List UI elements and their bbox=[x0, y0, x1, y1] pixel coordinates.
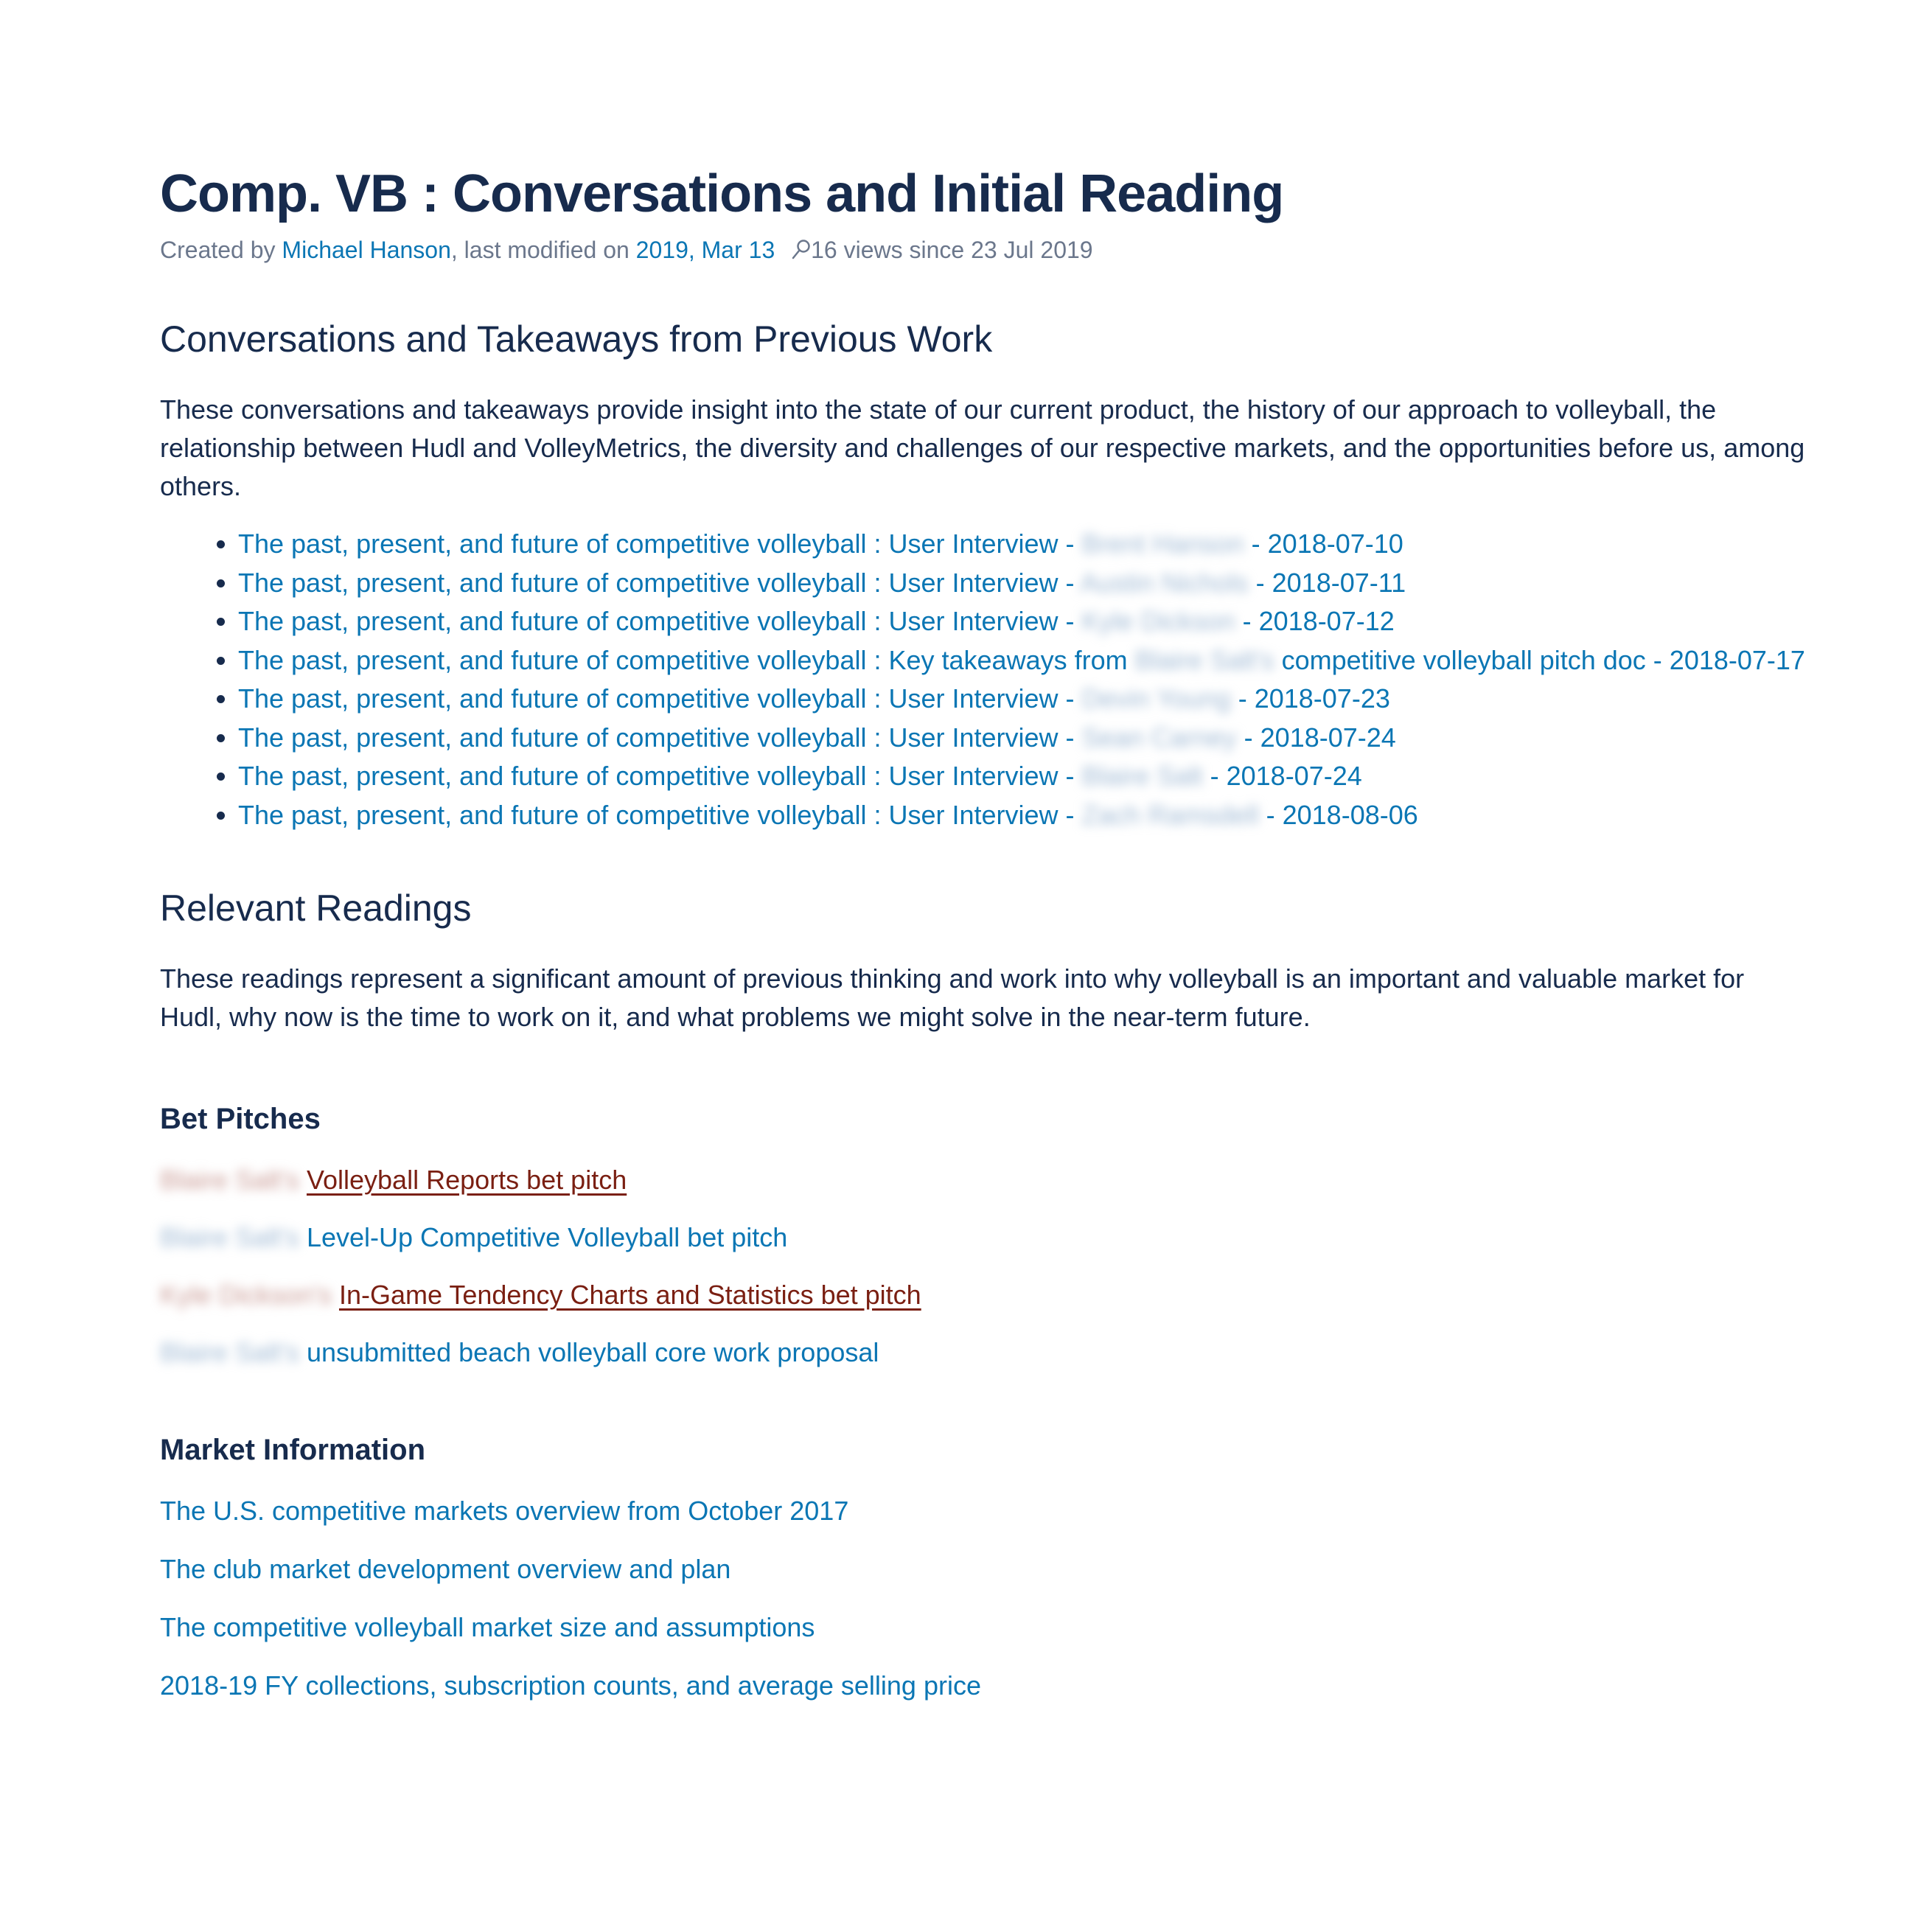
level-up-pitch-link[interactable]: Level-Up Competitive Volleyball bet pitch bbox=[306, 1222, 788, 1253]
interview-link-text[interactable]: The past, present, and future of competitive volleyball : User Interview - bbox=[238, 606, 1082, 637]
bet-pitch-row bbox=[160, 1165, 1814, 1195]
redacted-name: Zach Ramsdell bbox=[1081, 799, 1259, 830]
fy-collections-link[interactable]: 2018-19 FY collections, subscription counts, and average selling price bbox=[160, 1670, 981, 1701]
modified-label: , last modified on bbox=[450, 236, 630, 263]
beach-volleyball-proposal-link[interactable]: unsubmitted beach volleyball core work proposal bbox=[306, 1337, 879, 1368]
page-metadata bbox=[160, 235, 1814, 266]
bet-pitches-heading: Bet Pitches bbox=[160, 1103, 321, 1136]
redacted-name: Devin Young bbox=[1081, 683, 1231, 714]
volleyball-reports-pitch-link[interactable]: Volleyball Reports bet pitch bbox=[306, 1165, 627, 1196]
interview-link-text[interactable]: The past, present, and future of competitive volleyball : User Interview - bbox=[238, 722, 1082, 753]
market-information-heading: Market Information bbox=[160, 1434, 426, 1467]
redacted-name: Kyle Dickson bbox=[1081, 606, 1235, 637]
redacted-owner: Blaire Salt's bbox=[160, 1165, 299, 1196]
readings-intro: These readings represent a significant amount of previous thinking and work into why volleyball is an important and valuable market for Hudl, why now is the time to work on it, and what problems we might solve in the near-term future. bbox=[160, 963, 1745, 1033]
redacted-owner: Blaire Salt's bbox=[160, 1222, 299, 1253]
list-item[interactable] bbox=[238, 602, 1814, 641]
list-item[interactable] bbox=[238, 796, 1814, 835]
list-item[interactable] bbox=[238, 525, 1814, 564]
list-item[interactable] bbox=[238, 757, 1814, 796]
list-item[interactable] bbox=[238, 564, 1814, 603]
conversations-intro: These conversations and takeaways provide insight into the state of our current product, the history of our approach to volleyball, the relationship between Hudl and VolleyMetrics, the diversity and challenges of our respective markets, and the opportunities before us, among others. bbox=[160, 394, 1805, 502]
interview-link-text[interactable]: The past, present, and future of competitive volleyball : User Interview - bbox=[238, 529, 1082, 559]
modified-date-link[interactable]: 2019, Mar 13 bbox=[635, 236, 775, 263]
interview-link-text[interactable]: The past, present, and future of competitive volleyball : User Interview - bbox=[238, 761, 1082, 792]
author-link[interactable]: Michael Hanson bbox=[282, 236, 451, 263]
redacted-name: Blaire Salt bbox=[1081, 761, 1203, 792]
bet-pitch-row bbox=[160, 1338, 1814, 1367]
magnifier-icon bbox=[792, 235, 811, 266]
redacted-owner: Kyle Dickson's bbox=[160, 1280, 332, 1311]
redacted-name: Sean Carney bbox=[1081, 722, 1237, 753]
market-size-link[interactable]: The competitive volleyball market size and assumptions bbox=[160, 1612, 815, 1643]
bet-pitch-row bbox=[160, 1280, 1814, 1310]
interview-date[interactable]: - 2018-07-24 bbox=[1202, 761, 1362, 792]
created-by-label: Created by bbox=[160, 236, 276, 263]
readings-heading: Relevant Readings bbox=[160, 887, 472, 930]
bet-pitch-row bbox=[160, 1223, 1814, 1252]
interview-link-text[interactable]: The past, present, and future of competitive volleyball : Key takeaways from bbox=[238, 644, 1135, 675]
interview-date[interactable]: - 2018-07-10 bbox=[1244, 529, 1403, 559]
interview-link-text[interactable]: The past, present, and future of competitive volleyball : User Interview - bbox=[238, 799, 1082, 830]
redacted-name: Brent Hanson bbox=[1081, 529, 1244, 559]
interview-date[interactable]: - 2018-07-12 bbox=[1235, 606, 1395, 637]
interview-date[interactable]: - 2018-07-23 bbox=[1230, 683, 1390, 714]
market-row bbox=[160, 1613, 1814, 1642]
market-row bbox=[160, 1555, 1814, 1584]
conversations-heading: Conversations and Takeaways from Previous Work bbox=[160, 318, 993, 360]
interview-date[interactable]: - 2018-08-06 bbox=[1258, 799, 1418, 830]
interview-link-text[interactable]: The past, present, and future of competitive volleyball : User Interview - bbox=[238, 683, 1082, 714]
in-game-tendency-pitch-link[interactable]: In-Game Tendency Charts and Statistics bet pitch bbox=[338, 1280, 921, 1311]
markets-overview-link[interactable]: The U.S. competitive markets overview from October 2017 bbox=[160, 1496, 849, 1527]
list-item[interactable] bbox=[238, 641, 1814, 680]
interview-link-text[interactable]: The past, present, and future of competitive volleyball : User Interview - bbox=[238, 567, 1081, 598]
interview-date[interactable]: competitive volleyball pitch doc - 2018-07-17 bbox=[1274, 644, 1805, 675]
redacted-owner: Blaire Salt's bbox=[160, 1337, 299, 1368]
market-row bbox=[160, 1496, 1814, 1526]
page-title: Comp. VB : Conversations and Initial Reading bbox=[160, 164, 1284, 223]
club-market-plan-link[interactable]: The club market development overview and plan bbox=[160, 1554, 731, 1585]
market-row bbox=[160, 1671, 1814, 1701]
redacted-name: Austin Nichols bbox=[1080, 567, 1249, 598]
list-item[interactable] bbox=[238, 680, 1814, 719]
views-count[interactable]: 16 views since 23 Jul 2019 bbox=[811, 236, 1093, 263]
interview-date[interactable]: - 2018-07-11 bbox=[1248, 567, 1406, 598]
list-item[interactable] bbox=[238, 719, 1814, 758]
redacted-name: Blaire Salt's bbox=[1134, 644, 1274, 675]
interview-list bbox=[160, 525, 1814, 834]
interview-date[interactable]: - 2018-07-24 bbox=[1236, 722, 1396, 753]
